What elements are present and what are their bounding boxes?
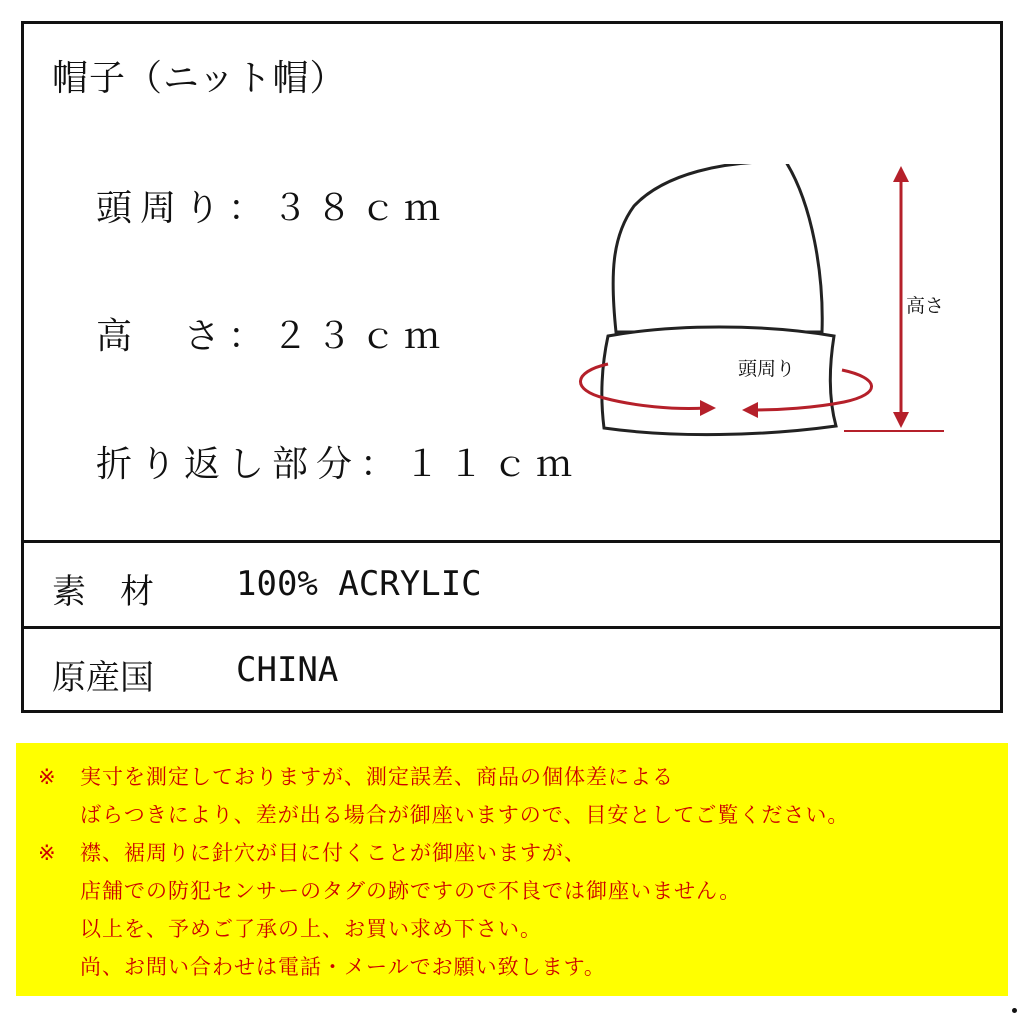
corner-dot: [1012, 1008, 1017, 1013]
notice-line: 尚、お問い合わせは電話・メールでお願い致します。: [80, 955, 606, 979]
height-label: 高さ: [906, 295, 945, 317]
product-info-table: [21, 21, 1003, 713]
notice-mark: ※: [38, 765, 57, 789]
notice-line: ※ 実寸を測定しておりますが、測定誤差、商品の個体差による: [38, 765, 674, 789]
circumference-label: 頭周り: [738, 358, 796, 380]
material-value: 100% ACRYLIC: [236, 564, 482, 604]
notice-box: [16, 743, 1008, 996]
origin-label: 原産国: [52, 658, 154, 698]
origin-value: CHINA: [236, 650, 339, 690]
hat-cuff: [602, 327, 836, 435]
notice-line: ばらつきにより、差が出る場合が御座いますので、目安としてご覧ください。: [80, 803, 850, 827]
notice-mark: ※: [38, 841, 57, 865]
spec-height: 高 さ：２３ｃｍ: [96, 316, 449, 357]
spec-circumference: 頭周り：３８ｃｍ: [96, 188, 449, 229]
hat-crown: [613, 164, 822, 332]
divider: [24, 626, 1000, 629]
notice-line: 以上を、予めご了承の上、お買い求め下さい。: [80, 917, 542, 941]
height-arrow-head-top: [893, 166, 909, 182]
height-arrow-head-bottom: [893, 412, 909, 428]
divider: [24, 540, 1000, 543]
notice-line: ※ 襟、裾周りに針穴が目に付くことが御座いますが、: [38, 841, 586, 865]
hat-diagram: [564, 164, 964, 454]
spec-brim: 折り返し部分：１１ｃｍ: [96, 444, 581, 485]
notice-line: 店舗での防犯センサーのタグの跡ですので不良では御座いません。: [80, 879, 742, 903]
product-title: 帽子（ニット帽）: [52, 58, 347, 99]
material-label: 素 材: [52, 572, 154, 612]
